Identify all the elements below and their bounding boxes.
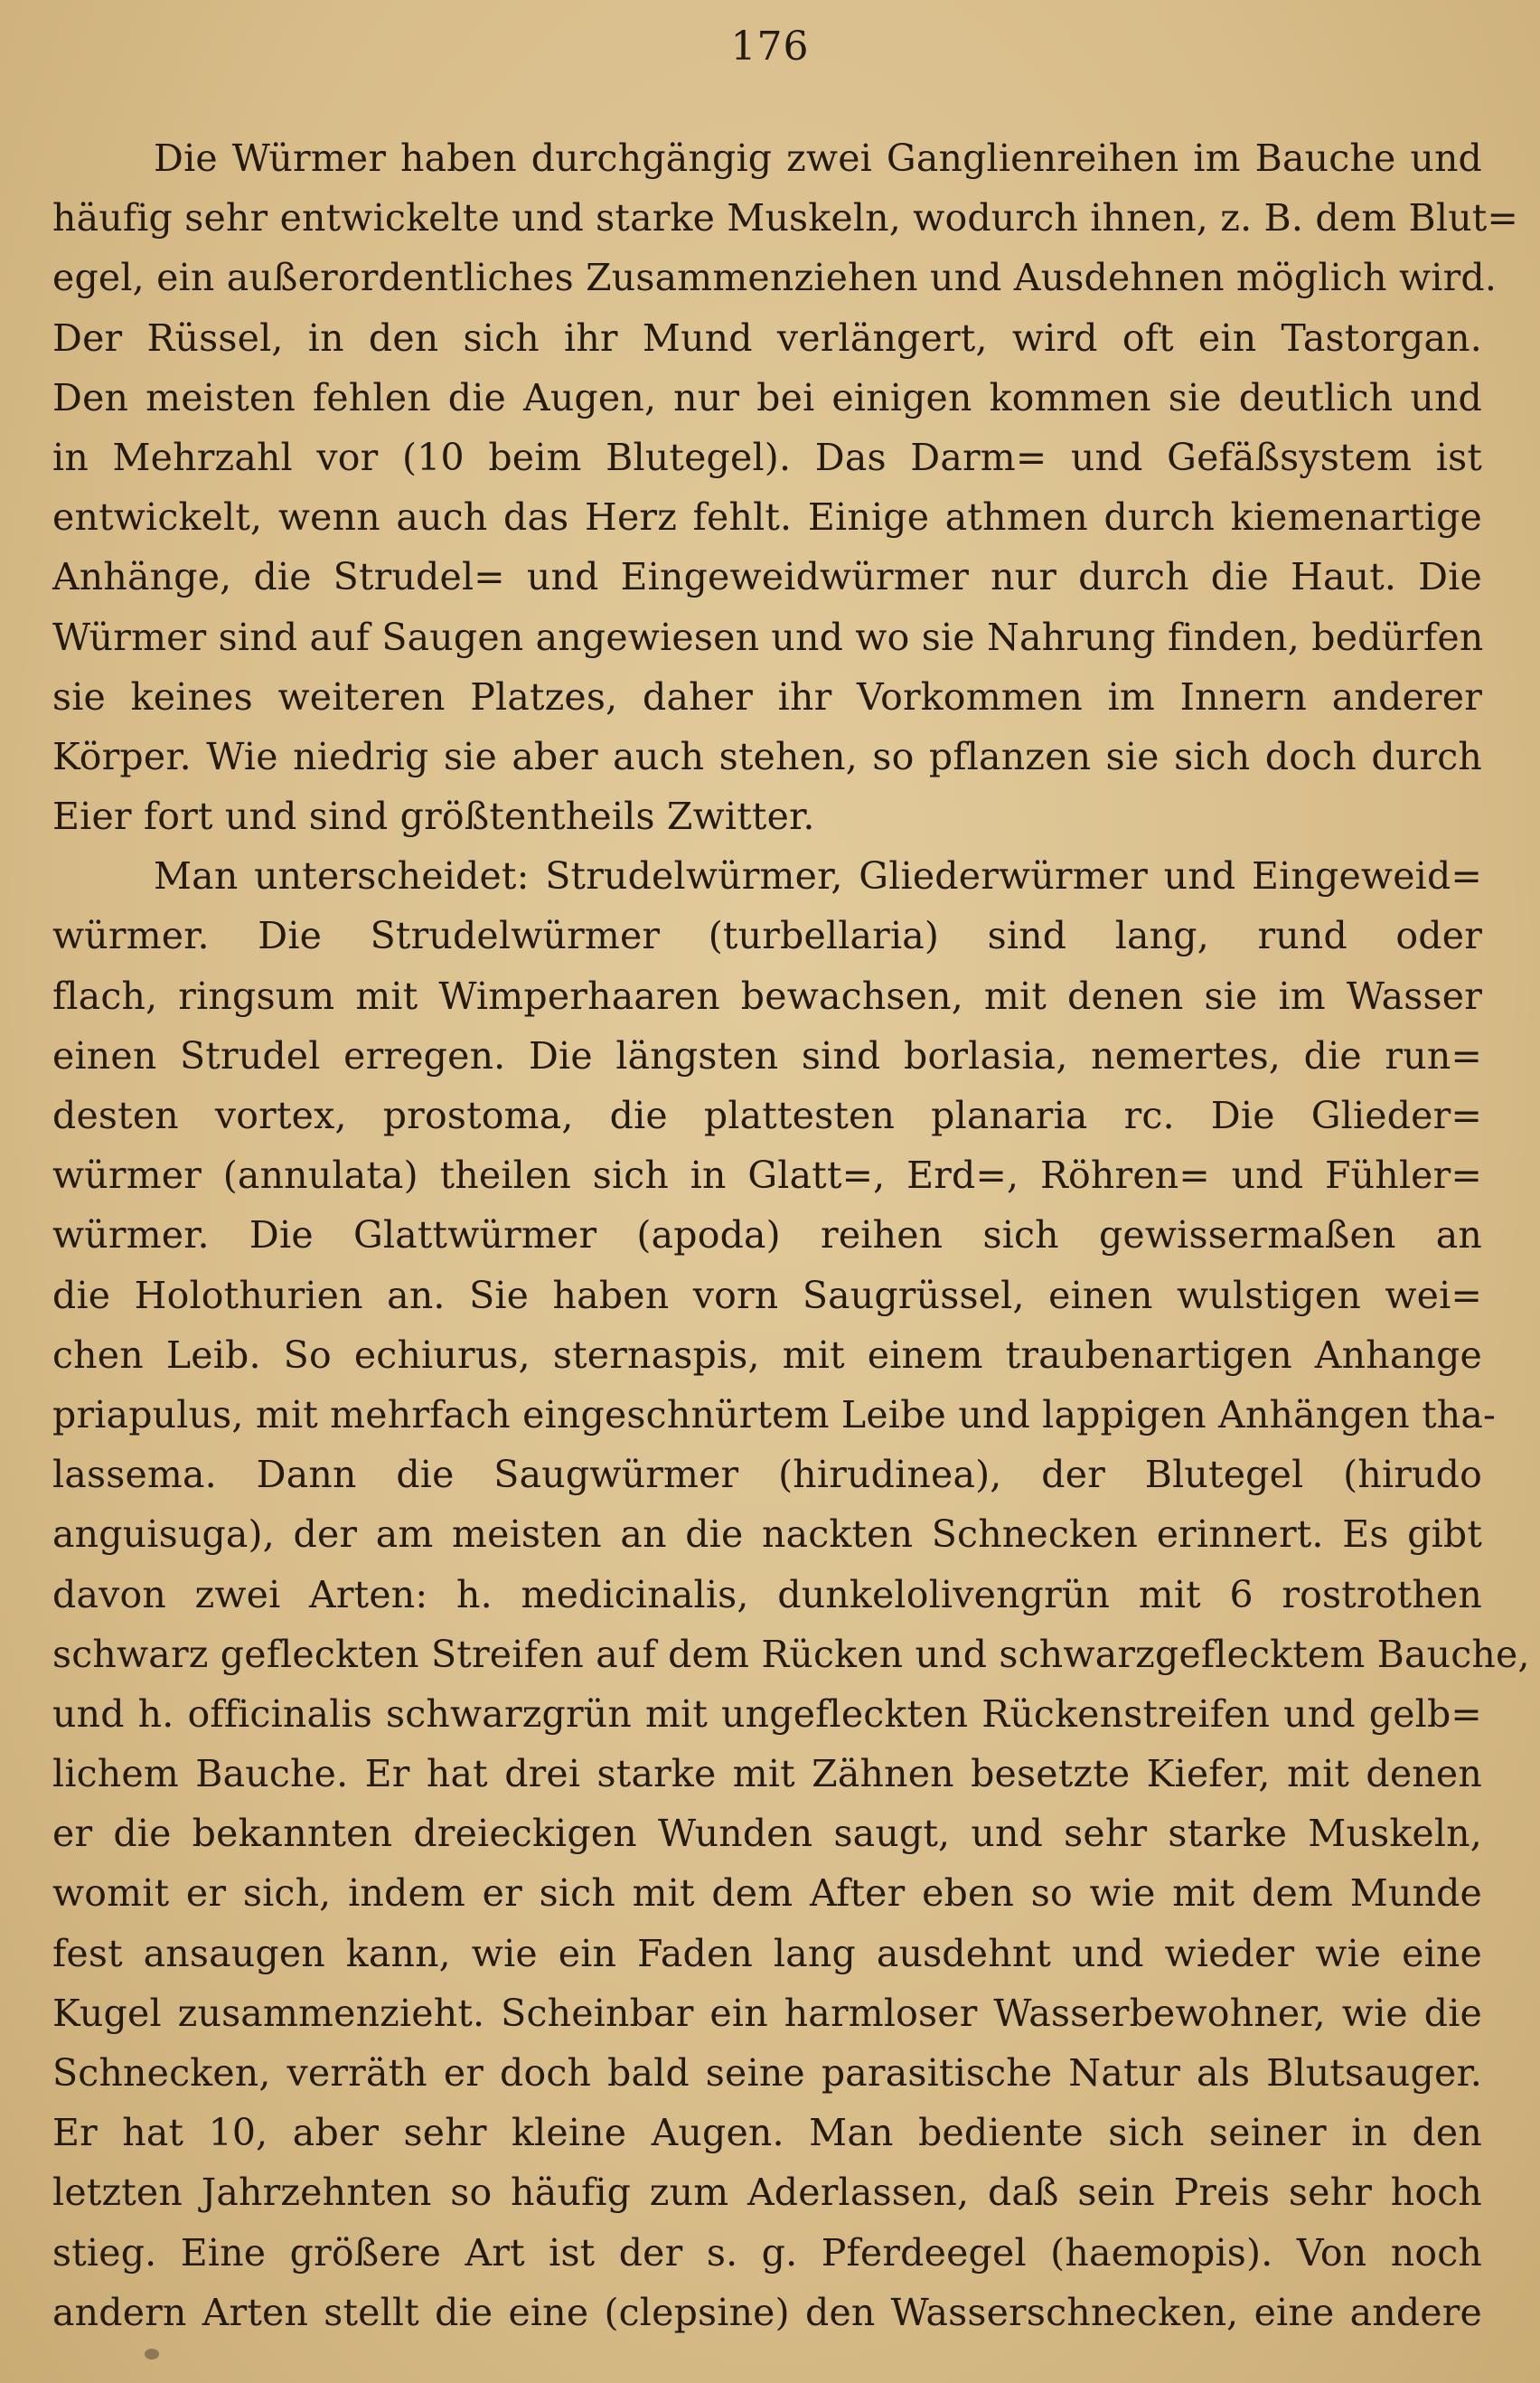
text-line: desten vortex, prostoma, die plattesten planaria rc. Die Glieder= — [52, 1094, 1482, 1137]
text-line: chen Leib. So echiurus, sternaspis, mit einem traubenartigen Anhange — [52, 1333, 1482, 1377]
text-line: in Mehrzahl vor (10 beim Blutegel). Das Darm= und Gefäßsystem ist — [52, 435, 1482, 479]
text-line: Den meisten fehlen die Augen, nur bei einigen kommen sie deutlich und — [52, 375, 1482, 419]
text-line: fest ansaugen kann, wie ein Faden lang ausdehnt und wieder wie eine — [52, 1931, 1482, 1975]
text-line: einen Strudel erregen. Die längsten sind borlasia, nemertes, die run= — [52, 1033, 1482, 1078]
text-line: Er hat 10, aber sehr kleine Augen. Man bediente sich seiner in den — [52, 2111, 1482, 2155]
text-line: Kugel zusammenzieht. Scheinbar ein harmloser Wasserbewohner, wie die — [52, 1991, 1482, 2035]
text-line: schwarz gefleckten Streifen auf dem Rücken und schwarzgeflecktem Bauche, — [52, 1632, 1530, 1676]
page-number: 176 — [730, 24, 810, 70]
text-line: er die bekannten dreieckigen Wunden saugt, und sehr starke Muskeln, — [52, 1812, 1482, 1856]
text-line: und h. officinalis schwarzgrün mit ungefleckten Rückenstreifen und gelb= — [52, 1691, 1482, 1736]
text-line: andern Arten stellt die eine (clepsine) den Wasserschnecken, eine andere — [52, 2290, 1482, 2334]
text-line: Eier fort und sind größtentheils Zwitter. — [52, 795, 815, 839]
text-line: würmer. Die Strudelwürmer (turbellaria) sind lang, rund oder — [52, 914, 1482, 958]
text-line: egel, ein außerordentliches Zusammenziehen und Ausdehnen möglich wird. — [52, 256, 1498, 300]
text-line: Die Würmer haben durchgängig zwei Ganglienreihen im Bauche und — [154, 137, 1482, 180]
body-text — [52, 128, 1530, 2342]
text-line: Schnecken, verräth er doch bald seine parasitische Natur als Blutsauger. — [52, 2051, 1482, 2095]
text-line: würmer (annulata) theilen sich in Glatt=, Erd=, Röhren= und Fühler= — [52, 1154, 1482, 1198]
text-line: stieg. Eine größere Art ist der s. g. Pferdeegel (haemopis). Von noch — [52, 2230, 1482, 2275]
text-line: die Holothurien an. Sie haben vorn Saugrüssel, einen wulstigen wei= — [52, 1273, 1482, 1317]
text-line: sie keines weiteren Platzes, daher ihr Vorkommen im Innern anderer — [52, 674, 1482, 719]
text-line: flach, ringsum mit Wimperhaaren bewachsen, mit denen sie im Wasser — [52, 974, 1482, 1018]
text-line: Anhänge, die Strudel= und Eingeweidwürmer nur durch die Haut. Die — [52, 555, 1482, 599]
text-line: Körper. Wie niedrig sie aber auch stehen, so pflanzen sie sich doch durch — [52, 734, 1482, 778]
text-line: womit er sich, indem er sich mit dem After eben so wie mit dem Munde — [52, 1871, 1482, 1916]
ink-spot — [145, 2349, 159, 2359]
text-line: Würmer sind auf Saugen angewiesen und wo sie Nahrung finden, bedürfen — [52, 615, 1484, 659]
text-line: lichem Bauche. Er hat drei starke mit Zähnen besetzte Kiefer, mit denen — [52, 1752, 1482, 1796]
text-line: priapulus, mit mehrfach eingeschnürtem Leibe und lappigen Anhängen tha- — [52, 1392, 1497, 1436]
text-line: anguisuga), der am meisten an die nackten Schnecken erinnert. Es gibt — [52, 1512, 1482, 1557]
text-line: entwickelt, wenn auch das Herz fehlt. Einige athmen durch kiemenartige — [52, 495, 1482, 540]
text-line: davon zwei Arten: h. medicinalis, dunkelolivengrün mit 6 rostrothen — [52, 1572, 1482, 1616]
text-line: lassema. Dann die Saugwürmer (hirudinea), der Blutegel (hirudo — [52, 1453, 1482, 1497]
text-line: häufig sehr entwickelte und starke Muskeln, wodurch ihnen, z. B. dem Blut= — [52, 196, 1519, 240]
text-line: Man unterscheidet: Strudelwürmer, Gliederwürmer und Eingeweid= — [154, 854, 1482, 899]
text-line: würmer. Die Glattwürmer (apoda) reihen sich gewissermaßen an — [52, 1213, 1482, 1257]
text-line: Der Rüssel, in den sich ihr Mund verlängert, wird oft ein Tastorgan. — [52, 316, 1482, 360]
text-line: letzten Jahrzehnten so häufig zum Aderlassen, daß sein Preis sehr hoch — [52, 2171, 1482, 2215]
